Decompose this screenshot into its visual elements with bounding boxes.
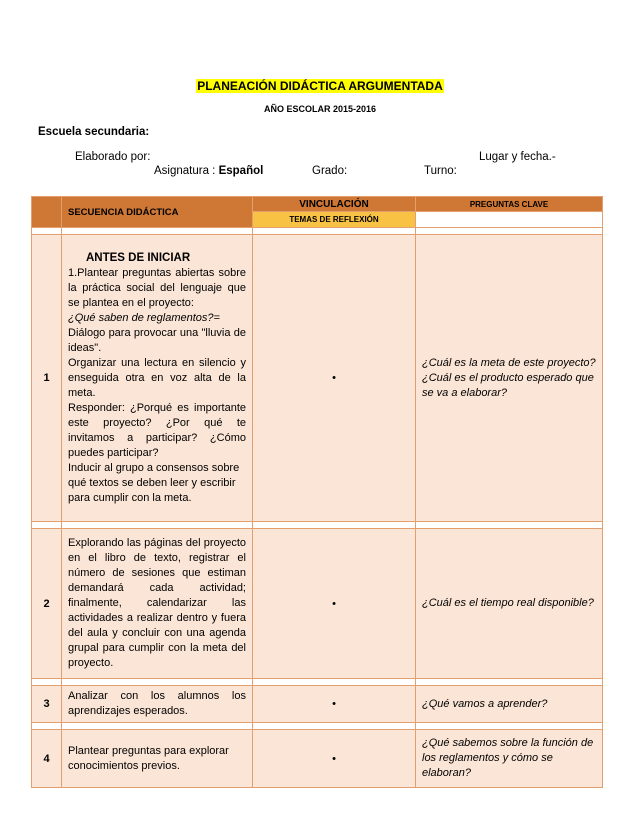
vinculacion-bullet: • xyxy=(253,686,416,723)
header-preguntas-blank xyxy=(416,212,603,228)
table-row xyxy=(32,730,603,788)
sequence-line: Inducir al grupo a consensos sobre qué textos se deben leer y escribir para cumplir con la meta. xyxy=(68,461,240,504)
key-question: ¿Cuál es el tiempo real disponible? xyxy=(416,529,603,679)
header-secuencia: SECUENCIA DIDÁCTICA xyxy=(62,197,253,228)
sequence-line: Diálogo para provocar una "lluvia de ideas". xyxy=(68,326,246,354)
elaborado-label: Elaborado por: xyxy=(75,151,151,163)
sequence-line: ¿Qué saben de reglamentos?= xyxy=(68,311,220,324)
sequence-cell xyxy=(62,235,253,522)
header-temas: TEMAS DE REFLEXIÓN xyxy=(253,212,416,228)
sequence-cell: Analizar con los alumnos los aprendizajes esperados. xyxy=(62,686,253,723)
sequence-cell: Plantear preguntas para explorar conocimientos previos. xyxy=(62,730,253,788)
school-label: Escuela secundaria: xyxy=(38,126,150,138)
row-number: 3 xyxy=(32,686,62,723)
sequence-heading: ANTES DE INICIAR xyxy=(86,251,191,264)
sequence-line: Organizar una lectura en silencio y enseguida otra en voz alta de la meta. xyxy=(68,356,246,399)
row-number: 4 xyxy=(32,730,62,788)
header-vinculacion: VINCULACIÓN xyxy=(253,197,416,212)
vinculacion-bullet: • xyxy=(253,730,416,788)
row-number: 2 xyxy=(32,529,62,679)
table-row xyxy=(32,529,603,679)
school-year: AÑO ESCOLAR 2015-2016 xyxy=(263,104,377,114)
vinculacion-bullet: • xyxy=(253,235,416,522)
turno-label: Turno: xyxy=(424,165,457,177)
table-row xyxy=(32,686,603,723)
sequence-line: 1.Plantear preguntas abiertas sobre la práctica social del lenguaje que se plantea en el proyecto: xyxy=(68,266,246,309)
grado-label: Grado: xyxy=(312,165,348,177)
key-question: ¿Qué sabemos sobre la función de los reglamentos y cómo se elaboran? xyxy=(416,730,603,788)
row-number: 1 xyxy=(32,235,62,522)
sequence-line: Responder: ¿Porqué es importante este proyecto? ¿Por qué te invitamos a participar? ¿Cómo puedes participar? xyxy=(68,401,246,459)
header-blank xyxy=(32,197,62,228)
key-question: ¿Qué vamos a aprender? xyxy=(416,686,603,723)
sequence-cell: Explorando las páginas del proyecto en el libro de texto, registrar el número de sesiones que estiman demandará cada actividad; finalmente, calendarizar las actividades a realizar dentro y fuera del aula y concluir con una agenda grupal para cumplir con la meta del proyecto. xyxy=(62,529,253,679)
vinculacion-bullet: • xyxy=(253,529,416,679)
asignatura-field xyxy=(154,165,263,177)
asignatura-value: Español xyxy=(218,165,264,177)
header-preguntas: PREGUNTAS CLAVE xyxy=(416,197,603,212)
asignatura-label: Asignatura : xyxy=(154,165,216,177)
key-question: ¿Cuál es la meta de este proyecto? ¿Cuál es el producto esperado que se va a elaborar? xyxy=(416,235,603,522)
table-row xyxy=(32,235,603,522)
lugar-fecha-label: Lugar y fecha.- xyxy=(479,151,556,163)
document-title: PLANEACIÓN DIDÁCTICA ARGUMENTADA xyxy=(197,79,443,93)
planning-table xyxy=(31,196,603,788)
